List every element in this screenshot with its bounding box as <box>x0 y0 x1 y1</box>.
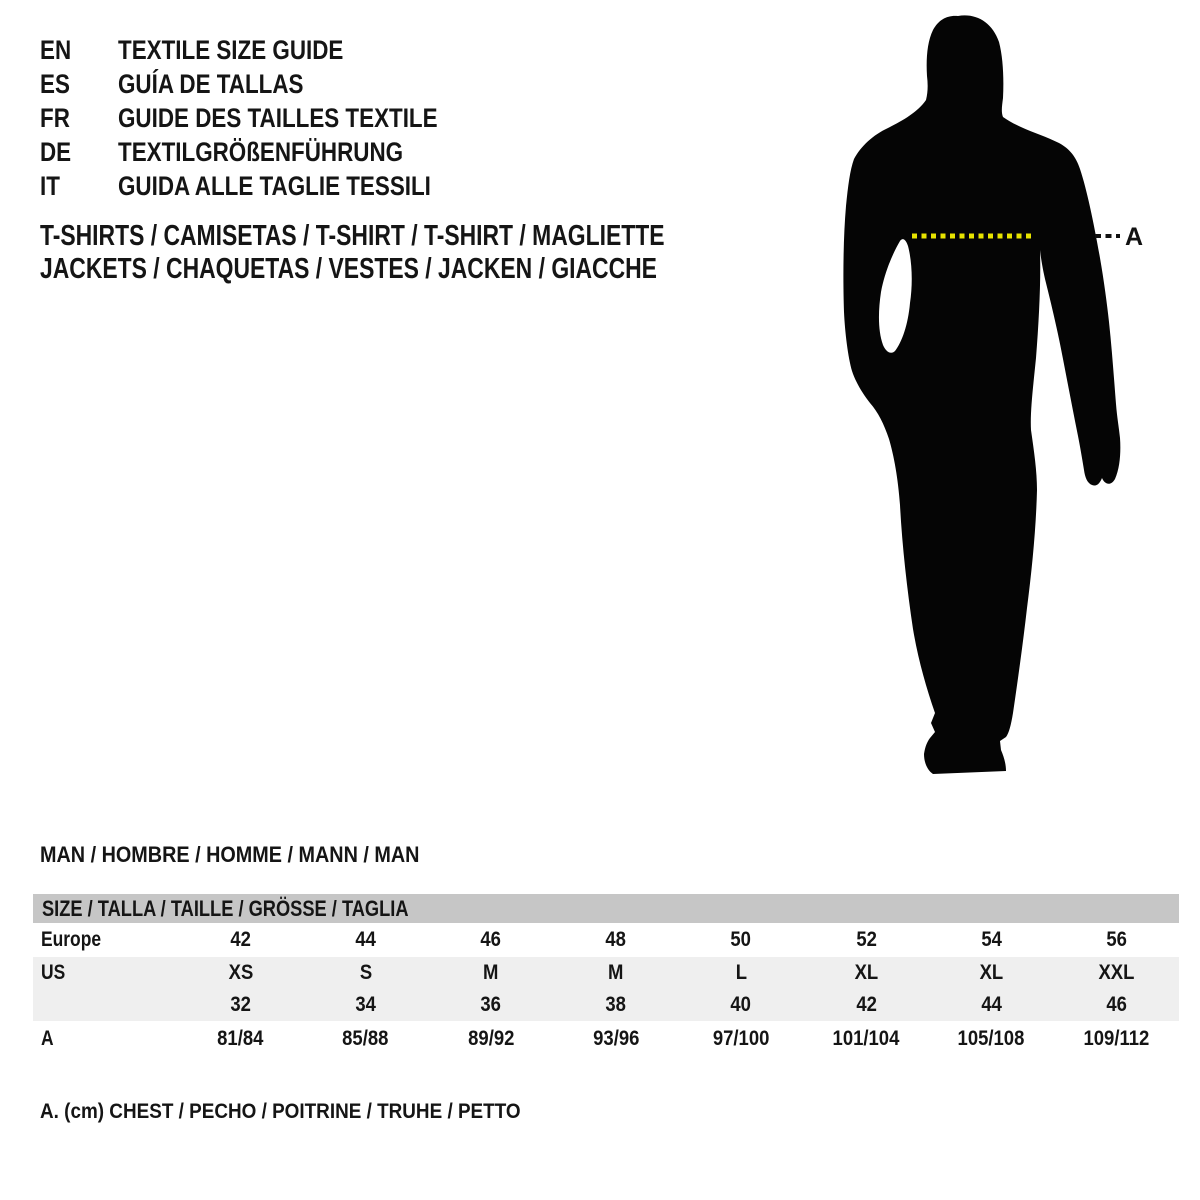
product-types <box>40 220 831 286</box>
section-title-text: MAN / HOMBRE / HOMME / MANN / MAN <box>40 842 420 867</box>
row-label: Europe <box>41 928 102 951</box>
language-code: DE <box>40 136 72 167</box>
size-value: 34 <box>355 993 376 1016</box>
measure-label-a: A <box>1125 223 1144 251</box>
table-row-us <box>33 957 1179 989</box>
table-row-europe <box>33 923 1179 957</box>
language-code: IT <box>40 170 60 201</box>
size-value: L <box>735 961 747 984</box>
language-code: EN <box>40 34 72 65</box>
size-value: 32 <box>230 993 251 1016</box>
list-item <box>40 33 503 67</box>
language-code: ES <box>40 68 70 99</box>
size-table <box>33 894 1179 1057</box>
table-header-band <box>33 894 1179 923</box>
size-value: 40 <box>730 993 752 1016</box>
size-value: 36 <box>480 993 502 1016</box>
measurement-footnote <box>40 1100 574 1124</box>
size-value: 44 <box>355 928 376 951</box>
size-value: 89/92 <box>467 1027 514 1050</box>
size-value: 52 <box>855 928 877 951</box>
row-label: A <box>41 1027 54 1050</box>
size-value: 93/96 <box>592 1027 640 1050</box>
table-row-chest-a <box>33 1021 1179 1057</box>
size-value: XL <box>854 961 878 984</box>
language-guide-list <box>40 33 503 203</box>
list-item <box>40 67 503 101</box>
guide-title: TEXTILE SIZE GUIDE <box>118 34 344 65</box>
size-value: 56 <box>1106 928 1127 951</box>
size-value: M <box>483 961 499 984</box>
size-value: 85/88 <box>342 1027 389 1050</box>
guide-title: GUIDE DES TAILLES TEXTILE <box>118 102 438 133</box>
size-value: 81/84 <box>217 1027 264 1050</box>
size-value: 105/108 <box>957 1027 1025 1050</box>
size-value: 109/112 <box>1083 1027 1150 1050</box>
man-silhouette-svg <box>820 0 1200 800</box>
man-silhouette <box>843 15 1120 774</box>
size-value: 42 <box>230 928 251 951</box>
product-line-tshirts: T-SHIRTS / CAMISETAS / T-SHIRT / T-SHIRT / MAGLIETTE <box>40 220 665 252</box>
row-label: US <box>41 961 66 984</box>
size-value: 46 <box>1106 993 1127 1016</box>
size-value: 97/100 <box>712 1027 770 1050</box>
man-silhouette-figure <box>820 0 1200 800</box>
guide-title: TEXTILGRÖßENFÜHRUNG <box>118 136 404 167</box>
size-value: 54 <box>981 928 1002 951</box>
language-code: FR <box>40 102 70 133</box>
size-value: XS <box>228 961 253 984</box>
size-value: M <box>608 961 624 984</box>
measurement-footnote-text: A. (cm) CHEST / PECHO / POITRINE / TRUHE / PETTO <box>40 1100 521 1123</box>
table-header-text: SIZE / TALLA / TAILLE / GRÖSSE / TAGLIA <box>42 895 409 921</box>
list-item <box>40 135 503 169</box>
size-value: 101/104 <box>832 1027 900 1050</box>
list-item <box>40 169 503 203</box>
size-value: S <box>359 961 372 984</box>
section-title-man <box>40 842 462 868</box>
list-item <box>40 101 503 135</box>
size-value: XL <box>979 961 1004 984</box>
size-value: 44 <box>981 993 1002 1016</box>
table-row-numeric <box>33 989 1179 1021</box>
size-value: 42 <box>855 993 877 1016</box>
size-value: 48 <box>605 928 627 951</box>
size-value: 46 <box>480 928 502 951</box>
guide-title: GUÍA DE TALLAS <box>118 68 304 99</box>
product-line-jackets: JACKETS / CHAQUETAS / VESTES / JACKEN / GIACCHE <box>40 253 657 285</box>
size-value: 50 <box>730 928 752 951</box>
guide-title: GUIDA ALLE TAGLIE TESSILI <box>118 170 431 201</box>
size-value: 38 <box>605 993 627 1016</box>
size-value: XXL <box>1098 961 1135 984</box>
